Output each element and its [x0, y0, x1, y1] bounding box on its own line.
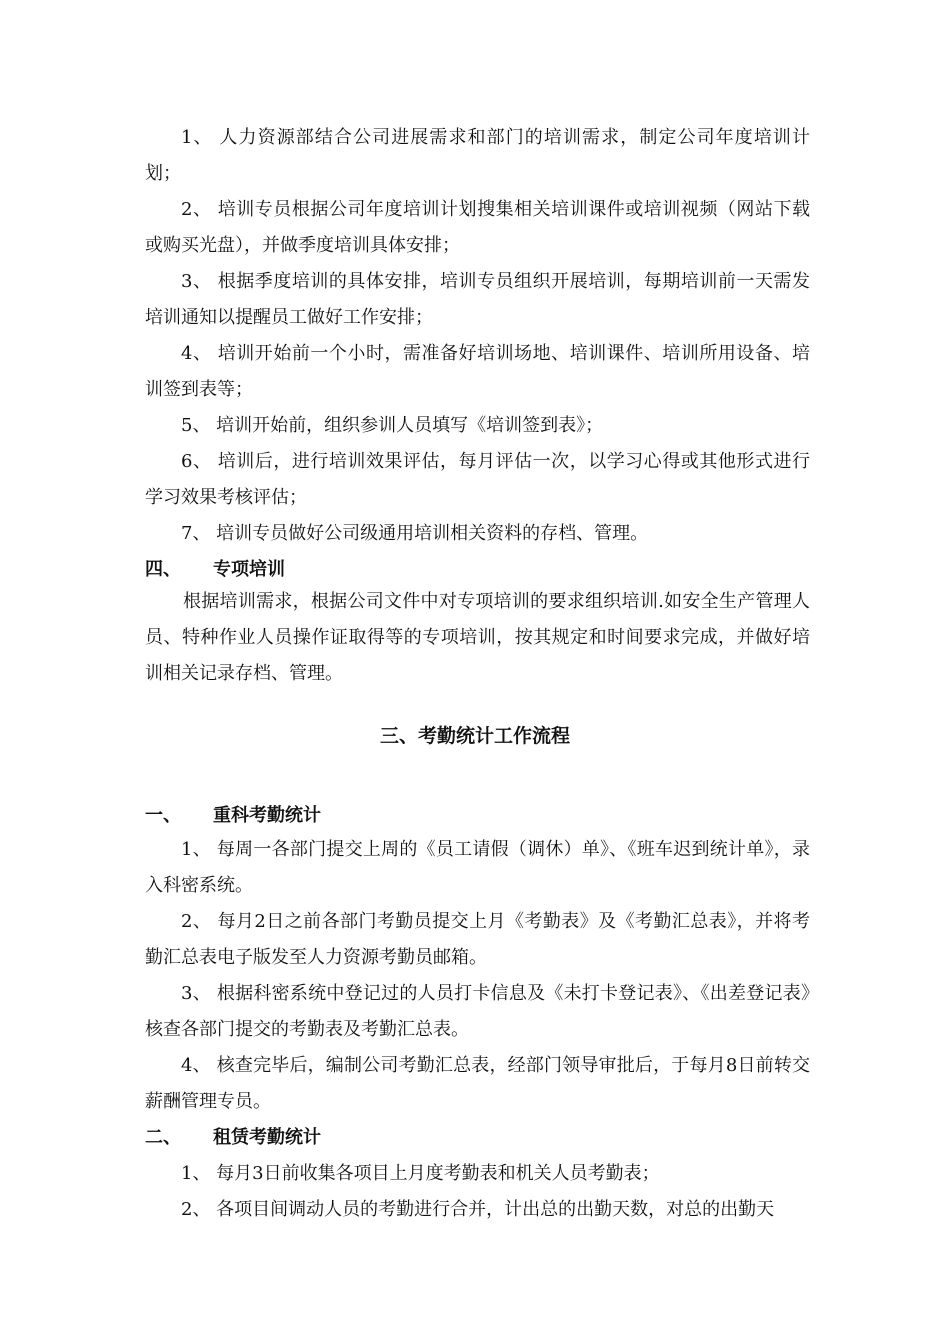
- special-training-number: 四、: [145, 559, 181, 580]
- attendance-2-title: 租赁考勤统计: [213, 1127, 321, 1148]
- attendance-1-heading: [145, 798, 810, 834]
- attendance-2-number: 二、: [145, 1127, 181, 1148]
- attendance-1-title: 重科考勤统计: [213, 805, 321, 826]
- attendance-2-step-2: 2、 各项目间调动人员的考勤进行合并，计出总的出勤天数，对总的出勤天: [181, 1199, 775, 1220]
- training-step-4: 4、 培训开始前一个小时，需准备好培训场地、培训课件、培训所用设备、培训签到表等；: [145, 343, 810, 400]
- attendance-1-step-1: 1、 每周一各部门提交上周的《员工请假（调休）单》、《班车迟到统计单》，录入科密系统。: [145, 839, 810, 896]
- special-training-heading: [145, 552, 810, 588]
- attendance-1-number: 一、: [145, 805, 181, 826]
- training-step-3: 3、 根据季度培训的具体安排，培训专员组织开展培训，每期培训前一天需发培训通知以提醒员工做好工作安排；: [145, 271, 810, 328]
- attendance-1-step-4: 4、 核查完毕后，编制公司考勤汇总表，经部门领导审批后，于每月8日前转交薪酬管理专员。: [145, 1055, 810, 1112]
- special-training-title: 专项培训: [213, 559, 285, 580]
- attendance-1-step-3: 3、 根据科密系统中登记过的人员打卡信息及《未打卡登记表》、《出差登记表》核查各部门提交的考勤表及考勤汇总表。: [145, 983, 810, 1040]
- training-step-1: 1、 人力资源部结合公司进展需求和部门的培训需求，制定公司年度培训计划；: [145, 127, 810, 184]
- training-step-5: 5、 培训开始前，组织参训人员填写《培训签到表》；: [181, 415, 604, 436]
- attendance-2-heading: [145, 1120, 810, 1156]
- section-title: 三、考勤统计工作流程: [379, 725, 570, 747]
- attendance-2-step-1: 1、 每月3日前收集各项目上月度考勤表和机关人员考勤表；: [181, 1163, 660, 1184]
- attendance-1-step-2: 2、 每月2日之前各部门考勤员提交上月《考勤表》及《考勤汇总表》，并将考勤汇总表电子版发至人力资源考勤员邮箱。: [145, 911, 810, 968]
- training-step-2: 2、 培训专员根据公司年度培训计划搜集相关培训课件或培训视频（网站下载或购买光盘），并做季度培训具体安排；: [145, 199, 810, 256]
- training-step-7: 7、 培训专员做好公司级通用培训相关资料的存档、管理。: [181, 523, 649, 544]
- training-step-6: 6、 培训后，进行培训效果评估，每月评估一次，以学习心得或其他形式进行学习效果考核评估；: [145, 451, 810, 508]
- special-training-body: 根据培训需求，根据公司文件中对专项培训的要求组织培训.如安全生产管理人员、特种作业人员操作证取得等的专项培训，按其规定和时间要求完成，并做好培训相关记录存档、管理。: [145, 591, 810, 684]
